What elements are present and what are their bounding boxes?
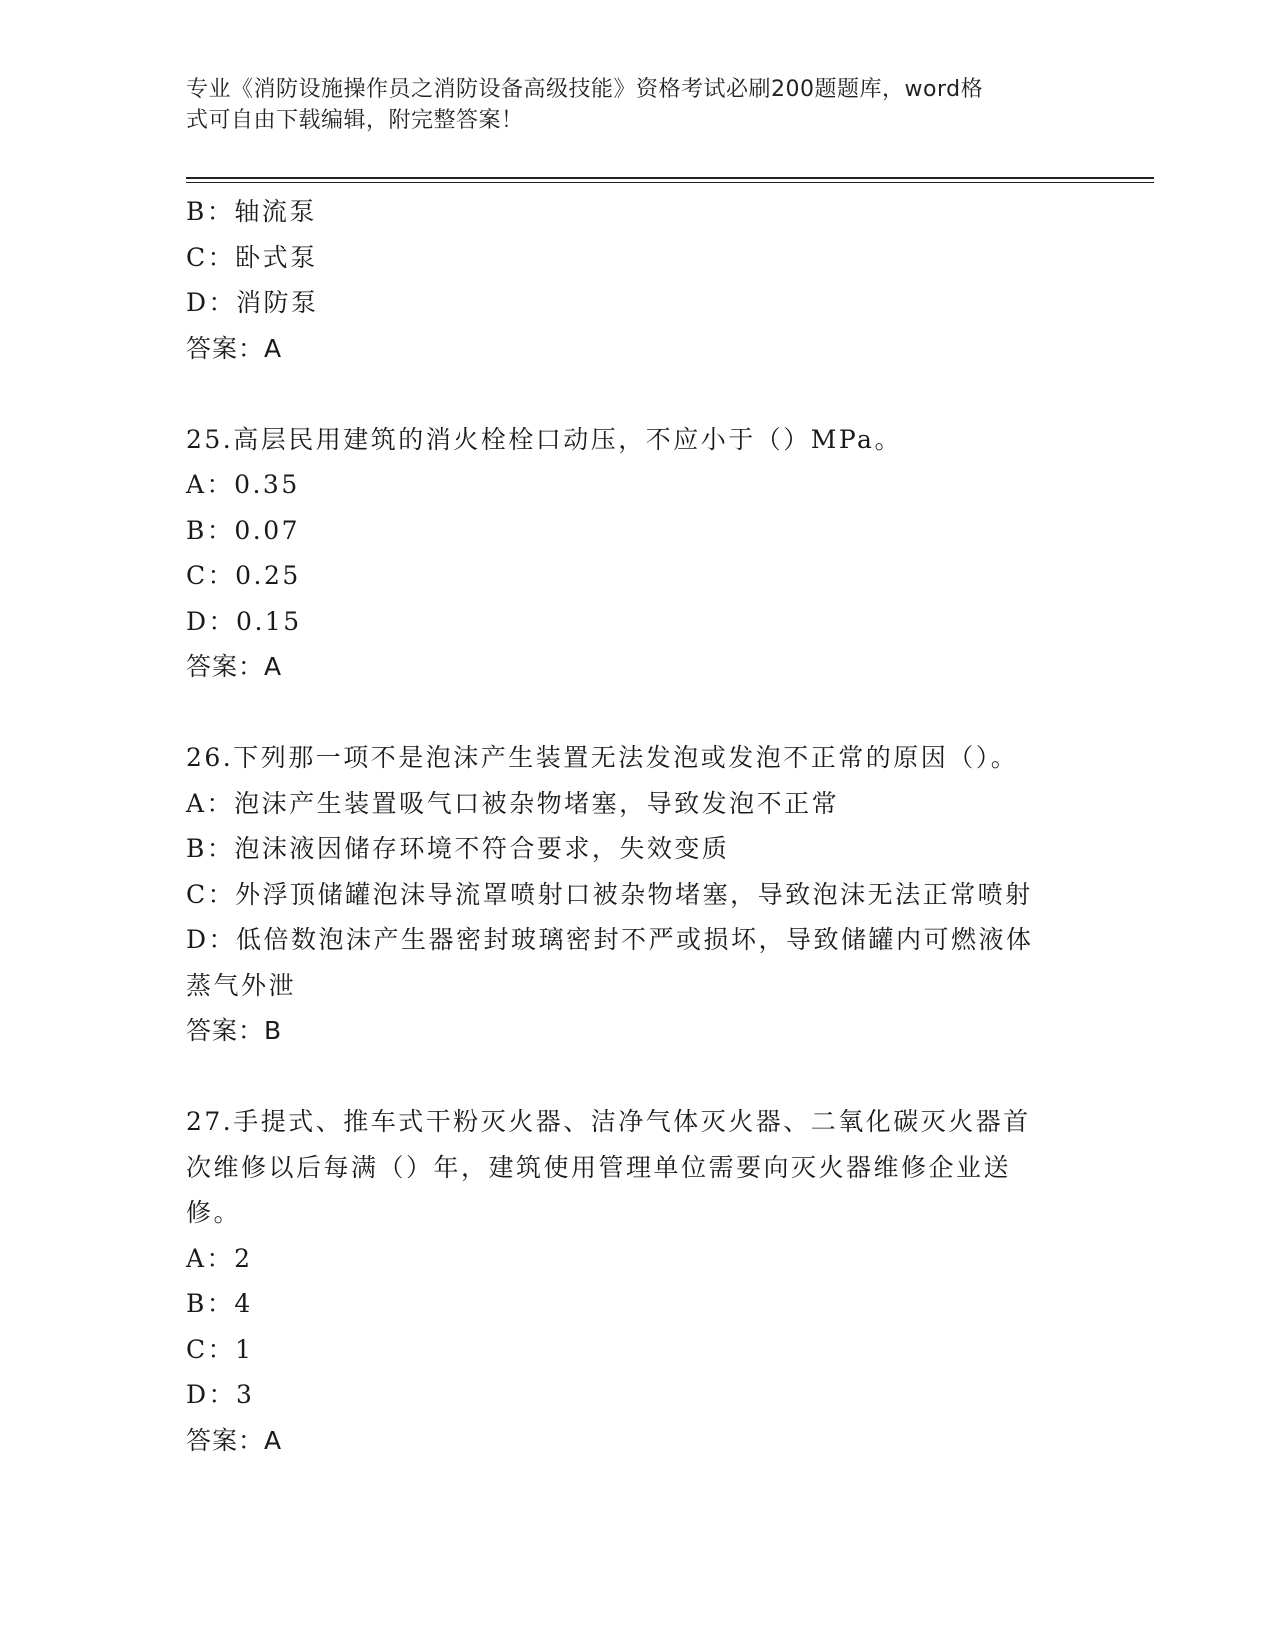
answer-line: 答案：B bbox=[186, 1016, 283, 1045]
header-rule-thick bbox=[186, 177, 1154, 179]
header-rule-thin bbox=[186, 182, 1154, 183]
header-line-2: 式可自由下载编辑，附完整答案！ bbox=[186, 108, 524, 133]
question-26 bbox=[186, 735, 1086, 1054]
option-a: A：2 bbox=[186, 1243, 253, 1273]
question-27 bbox=[186, 1099, 1086, 1463]
spacer bbox=[186, 690, 1086, 736]
answer-line: 答案：A bbox=[186, 1425, 283, 1455]
option-a: A：泡沫产生装置吸气口被杂物堵塞，导致发泡不正常 bbox=[186, 788, 840, 818]
option-d: D：低倍数泡沫产生器密封玻璃密封不严或损坏，导致储罐内可燃液体 bbox=[186, 925, 1034, 954]
option-b: B：轴流泵 bbox=[186, 197, 317, 226]
answer-line: 答案：A bbox=[186, 652, 283, 681]
answer-line: 答案：A bbox=[186, 333, 283, 363]
option-b: B：0.07 bbox=[186, 515, 301, 545]
continued-question bbox=[186, 189, 1086, 371]
option-c: C：1 bbox=[186, 1334, 254, 1364]
question-stem-line-3: 修。 bbox=[186, 1198, 242, 1227]
option-c: C：0.25 bbox=[186, 561, 301, 590]
question-25 bbox=[186, 417, 1086, 690]
option-a: A：0.35 bbox=[186, 470, 300, 499]
document-header bbox=[186, 74, 1066, 136]
question-content bbox=[186, 189, 1086, 1463]
option-b: B：泡沫液因储存环境不符合要求，失效变质 bbox=[186, 834, 730, 863]
option-d: D：0.15 bbox=[186, 606, 302, 636]
option-c: C：外浮顶储罐泡沫导流罩喷射口被杂物堵塞，导致泡沫无法正常喷射 bbox=[186, 879, 1033, 909]
option-d: D：消防泵 bbox=[186, 288, 319, 317]
option-d-continuation: 蒸气外泄 bbox=[186, 970, 297, 1000]
question-stem: 25.高层民用建筑的消火栓栓口动压，不应小于（）MPa。 bbox=[186, 424, 902, 454]
spacer bbox=[186, 371, 1086, 417]
option-b: B：4 bbox=[186, 1289, 253, 1318]
spacer bbox=[186, 1054, 1086, 1100]
header-line-1: 专业《消防设施操作员之消防设备高级技能》资格考试必刷200题题库，word格 bbox=[186, 77, 984, 102]
question-stem-line-1: 27.手提式、推车式干粉灭火器、洁净气体灭火器、二氧化碳灭火器首 bbox=[186, 1107, 1031, 1136]
option-c: C：卧式泵 bbox=[186, 242, 318, 272]
question-stem-line-2: 次维修以后每满（）年，建筑使用管理单位需要向灭火器维修企业送 bbox=[186, 1152, 1012, 1182]
question-stem: 26.下列那一项不是泡沫产生装置无法发泡或发泡不正常的原因（）。 bbox=[186, 743, 1019, 772]
option-d: D：3 bbox=[186, 1380, 255, 1409]
